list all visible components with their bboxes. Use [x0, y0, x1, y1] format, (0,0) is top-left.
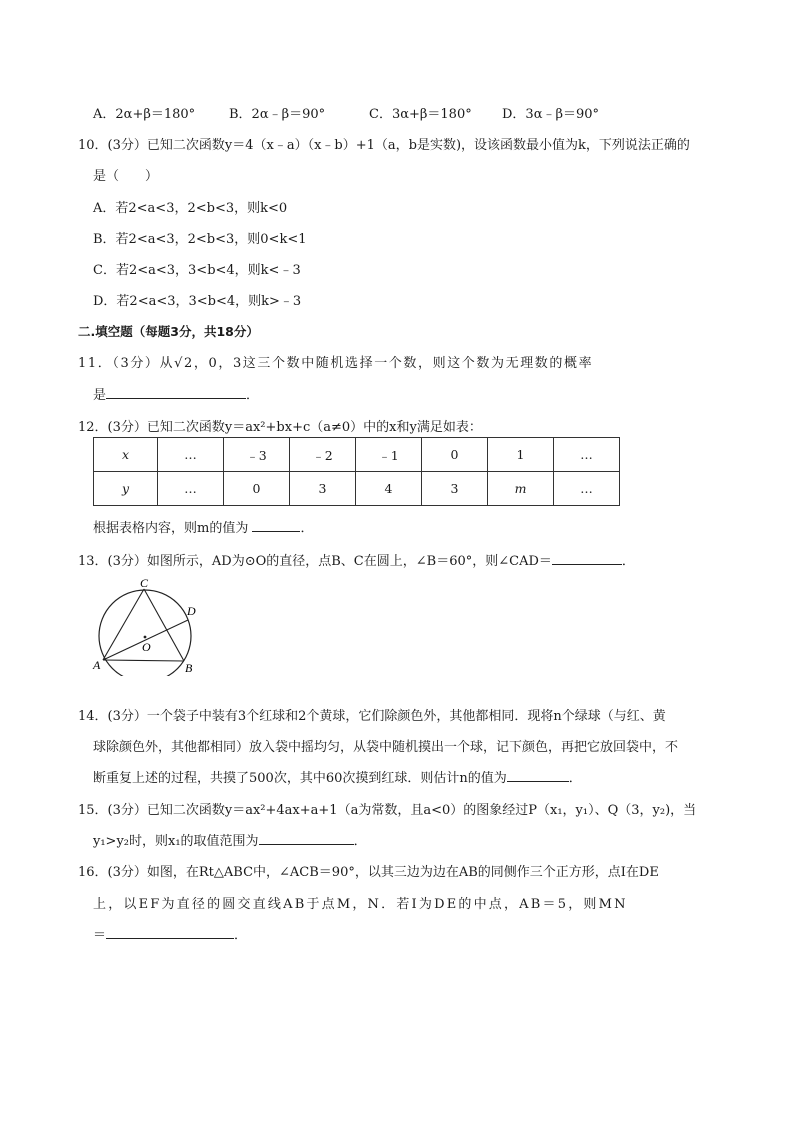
q14-line2: 球除颜色外，其他都相同）放入袋中摇均匀，从袋中随机摸出一个球，记下颜色，再把它放回袋中，不 — [93, 740, 679, 755]
table-cell: x — [94, 438, 158, 472]
section-heading-fill-in: 二.填空题（每题3分，共18分） — [78, 324, 259, 339]
q12-period: ． — [300, 521, 314, 536]
q11-stem-line1: 11．（3分）从√2，0，3这三个数中随机选择一个数，则这个数为无理数的概率 — [78, 356, 594, 371]
label-o: O — [142, 640, 151, 654]
q16-period: ． — [234, 928, 248, 943]
q11-stem-line2 — [93, 384, 259, 403]
q13-stem-text: 13．(3分）如图所示，AD为⊙O的直径，点B、C在圆上，∠B＝60°，则∠CAD＝ — [78, 554, 552, 569]
q10-stem-line2: 是（ ） — [93, 169, 159, 184]
table-cell: 4 — [356, 472, 422, 506]
q10-option-d: D．若2<a<3，3<b<4，则k>﹣3 — [93, 294, 302, 309]
q13-stem-line — [78, 550, 635, 569]
q11-period: ． — [246, 388, 260, 403]
q15-line1: 15．(3分）已知二次函数y＝ax²+4ax+a+1（a为常数，且a<0）的图象经过P（x₁，y₁）、Q（3，y₂)，当 — [78, 803, 697, 818]
table-cell: … — [554, 438, 620, 472]
q14-line1: 14．(3分）一个袋子中装有3个红球和2个黄球，它们除颜色外，其他都相同．现将n个绿球（与红、黄 — [78, 709, 666, 724]
q15-line2-text: y₁>y₂时，则x₁的取值范围为 — [93, 834, 259, 849]
table-cell: y — [94, 472, 158, 506]
q16-line2: 上，以EF为直径的圆交直线AB于点M，N．若I为DE的中点，AB＝5，则MN — [93, 897, 628, 912]
label-b: B — [185, 661, 193, 675]
table-cell: ﹣3 — [224, 438, 290, 472]
table-cell: … — [158, 472, 224, 506]
q13-period: ． — [621, 554, 635, 569]
q16-answer-blank[interactable] — [106, 926, 234, 939]
table-cell: m — [488, 472, 554, 506]
q9-option-b: B．2α﹣β＝90° — [229, 107, 326, 122]
table-cell: 1 — [488, 438, 554, 472]
q16-line3 — [93, 924, 247, 943]
chord-ac — [103, 589, 144, 660]
q11-stem-word: 是 — [93, 388, 107, 403]
q9-option-d: D．3α﹣β＝90° — [502, 107, 600, 122]
table-cell: ﹣1 — [356, 438, 422, 472]
q14-line3-text: 断重复上述的过程，共摸了500次，其中60次摸到红球．则估计n的值为 — [93, 771, 507, 786]
q9-option-a: A．2α+β＝180° — [93, 107, 196, 122]
center-point — [144, 636, 147, 639]
q14-answer-blank[interactable] — [507, 769, 569, 782]
q10-option-a: A．若2<a<3，2<b<3，则k<0 — [93, 201, 288, 216]
table-cell: ﹣2 — [290, 438, 356, 472]
q16-line1: 16．(3分）如图，在Rt△ABC中，∠ACB＝90°，以其三边为边在AB的同侧作三个正方形，点I在DE — [78, 865, 659, 880]
table-row — [94, 472, 620, 506]
circle-o — [99, 590, 191, 676]
q15-period: ． — [353, 834, 367, 849]
table-cell: 0 — [224, 472, 290, 506]
q15-line2 — [93, 830, 367, 849]
q12-answer-blank[interactable] — [252, 519, 300, 532]
q10-stem-line1: 10．(3分）已知二次函数y＝4（x﹣a）（x﹣b）+1（a，b是实数)，设该函数最小值为k，下列说法正确的 — [78, 138, 690, 153]
table-cell: 3 — [422, 472, 488, 506]
q15-answer-blank[interactable] — [259, 832, 354, 845]
q12-after-text: 根据表格内容，则m的值为 — [93, 521, 249, 536]
q12-after-line — [93, 517, 313, 536]
table-cell: 3 — [290, 472, 356, 506]
table-row — [94, 438, 620, 472]
q14-period: ． — [568, 771, 582, 786]
q10-option-b: B．若2<a<3，2<b<3，则0<k<1 — [93, 232, 307, 247]
q11-answer-blank[interactable] — [106, 386, 246, 399]
label-a: A — [93, 658, 101, 672]
label-c: C — [140, 576, 149, 590]
table-cell: … — [158, 438, 224, 472]
q13-answer-blank[interactable] — [552, 552, 622, 565]
label-d: D — [187, 604, 196, 618]
chord-ab — [103, 660, 184, 661]
q10-option-c: C．若2<a<3，3<b<4，则k<﹣3 — [93, 263, 301, 278]
q13-circle-figure — [88, 576, 218, 676]
table-cell: … — [554, 472, 620, 506]
table-cell: 0 — [422, 438, 488, 472]
q14-line3 — [93, 767, 582, 786]
q12-value-table — [93, 437, 620, 506]
q9-option-c: C．3α+β＝180° — [369, 107, 472, 122]
q12-stem: 12．(3分）已知二次函数y＝ax²+bx+c（a≠0）中的x和y满足如表： — [78, 420, 482, 435]
q16-line3-text: ＝ — [93, 928, 107, 943]
